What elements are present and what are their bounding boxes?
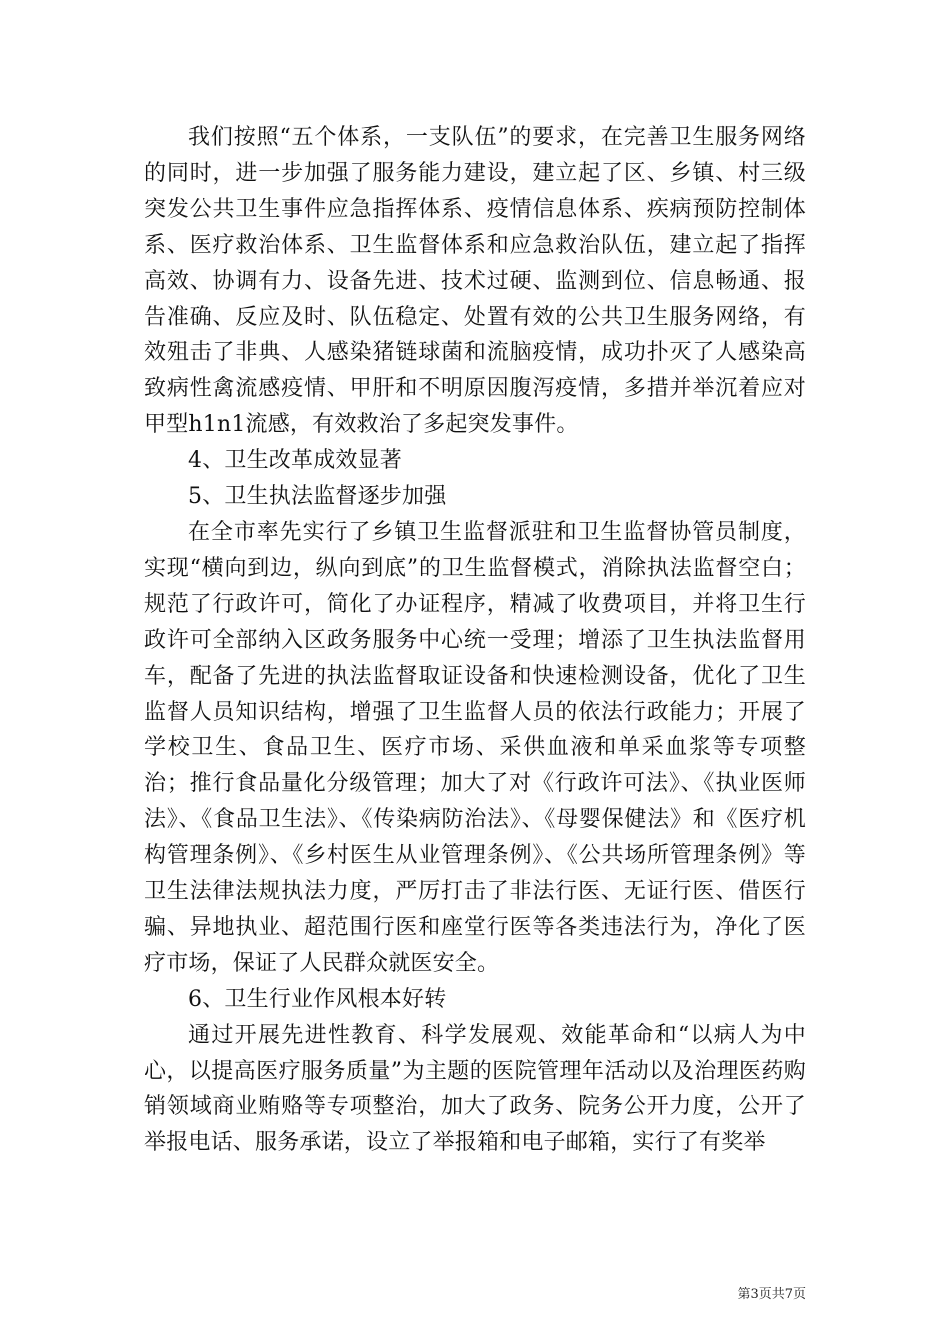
page-number-footer: 第3页共7页 [737,1287,806,1302]
paragraph-industry-style: 通过开展先进性教育、科学发展观、效能革命和“以病人为中心，以提高医疗服务质量”为主题的医院管理年活动以及治理医药购销领域商业贿赂等专项整治，加大了政务、院务公开力度，公开了举报电话、服务承诺，设立了举报箱和电子邮箱，实行了有奖举 [144,1022,806,1156]
heading-industry-style: 6、卫生行业作风根本好转 [188,986,447,1012]
document-body [144,120,806,1161]
heading-law-enforcement: 5、卫生执法监督逐步加强 [188,484,447,510]
paragraph-emergency-system: 我们按照“五个体系，一支队伍”的要求，在完善卫生服务网络的同时，进一步加强了服务能力建设，建立起了区、乡镇、村三级突发公共卫生事件应急指挥体系、疫情信息体系、疾病预防控制体系、医疗救治体系、卫生监督体系和应急救治队伍，建立起了指挥高效、协调有力、设备先进、技术过硬、监测到位、信息畅通、报告准确、反应及时、队伍稳定、处置有效的公共卫生服务网络，有效殂击了非典、人感染猪链球菌和流脑疫情，成功扑灭了人感染高致病性禽流感疫情、甲肝和不明原因腹泻疫情，多措并举沉着应对甲型h1n1流感，有效救治了多起突发事件。 [144,125,806,438]
paragraph-law-enforcement: 在全市率先实行了乡镇卫生监督派驻和卫生监督协管员制度，实现“横向到边，纵向到底”的卫生监督模式，消除执法监督空白；规范了行政许可，简化了办证程序，精减了收费项目，并将卫生行政许可全部纳入区政务服务中心统一受理；增添了卫生执法监督用车，配备了先进的执法监督取证设备和快速检测设备，优化了卫生监督人员知识结构，增强了卫生监督人员的依法行政能力；开展了学校卫生、食品卫生、医疗市场、采供血液和单采血浆等专项整治；推行食品量化分级管理；加大了对《行政许可法》、《执业医师法》、《食品卫生法》、《传染病防治法》、《母婴保健法》和《医疗机构管理条例》、《乡村医生从业管理条例》、《公共场所管理条例》等卫生法律法规执法力度，严厉打击了非法行医、无证行医、借医行骗、异地执业、超范围行医和座堂行医等各类违法行为，净化了医疗市场，保证了人民群众就医安全。 [144,519,806,976]
heading-health-reform: 4、卫生改革成效显著 [188,448,402,474]
